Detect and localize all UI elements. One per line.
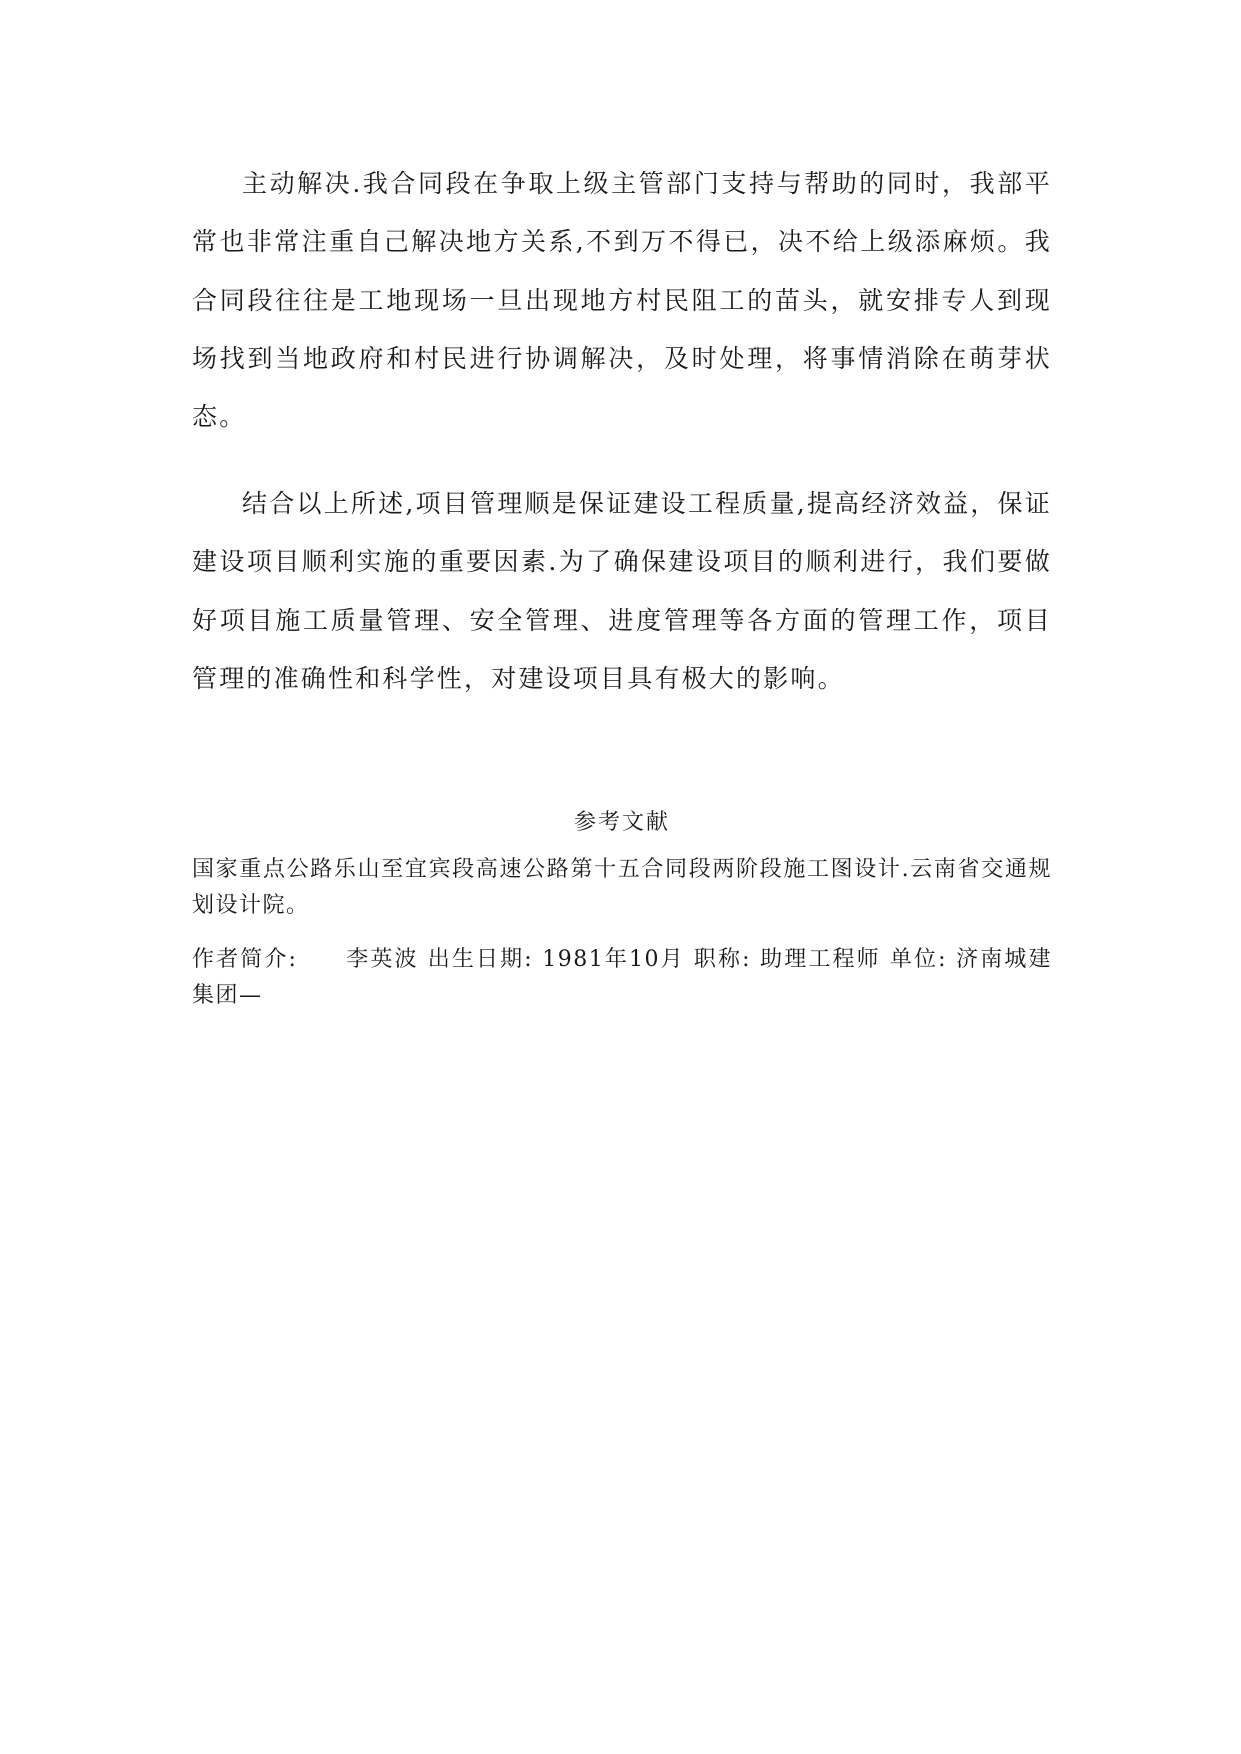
references-heading: 参考文献 bbox=[573, 810, 670, 835]
body-paragraph-2: 结合以上所述,项目管理顺是保证建设工程质量,提高经济效益，保证建设项目顺利实施的重要因素.为了确保建设项目的顺利进行，我们要做好项目施工质量管理、安全管理、进度管理等各方面的管理工作，项目管理的准确性和科学性，对建设项目具有极大的影响。 bbox=[192, 489, 1052, 693]
author-bio: 作者简介: 李英波 出生日期: 1981年10月 职称: 助理工程师 单位: 济南城建集团— bbox=[192, 947, 1052, 1008]
reference-item: 国家重点公路乐山至宜宾段高速公路第十五合同段两阶段施工图设计.云南省交通规划设计院。 bbox=[192, 857, 1052, 918]
body-paragraph-1: 主动解决.我合同段在争取上级主管部门支持与帮助的同时，我部平常也非常注重自己解决地方关系,不到万不得已，决不给上级添麻烦。我合同段往往是工地现场一旦出现地方村民阻工的苗头，就安排专人到现场找到当地政府和村民进行协调解决，及时处理，将事情消除在萌芽状态。 bbox=[192, 169, 1052, 432]
